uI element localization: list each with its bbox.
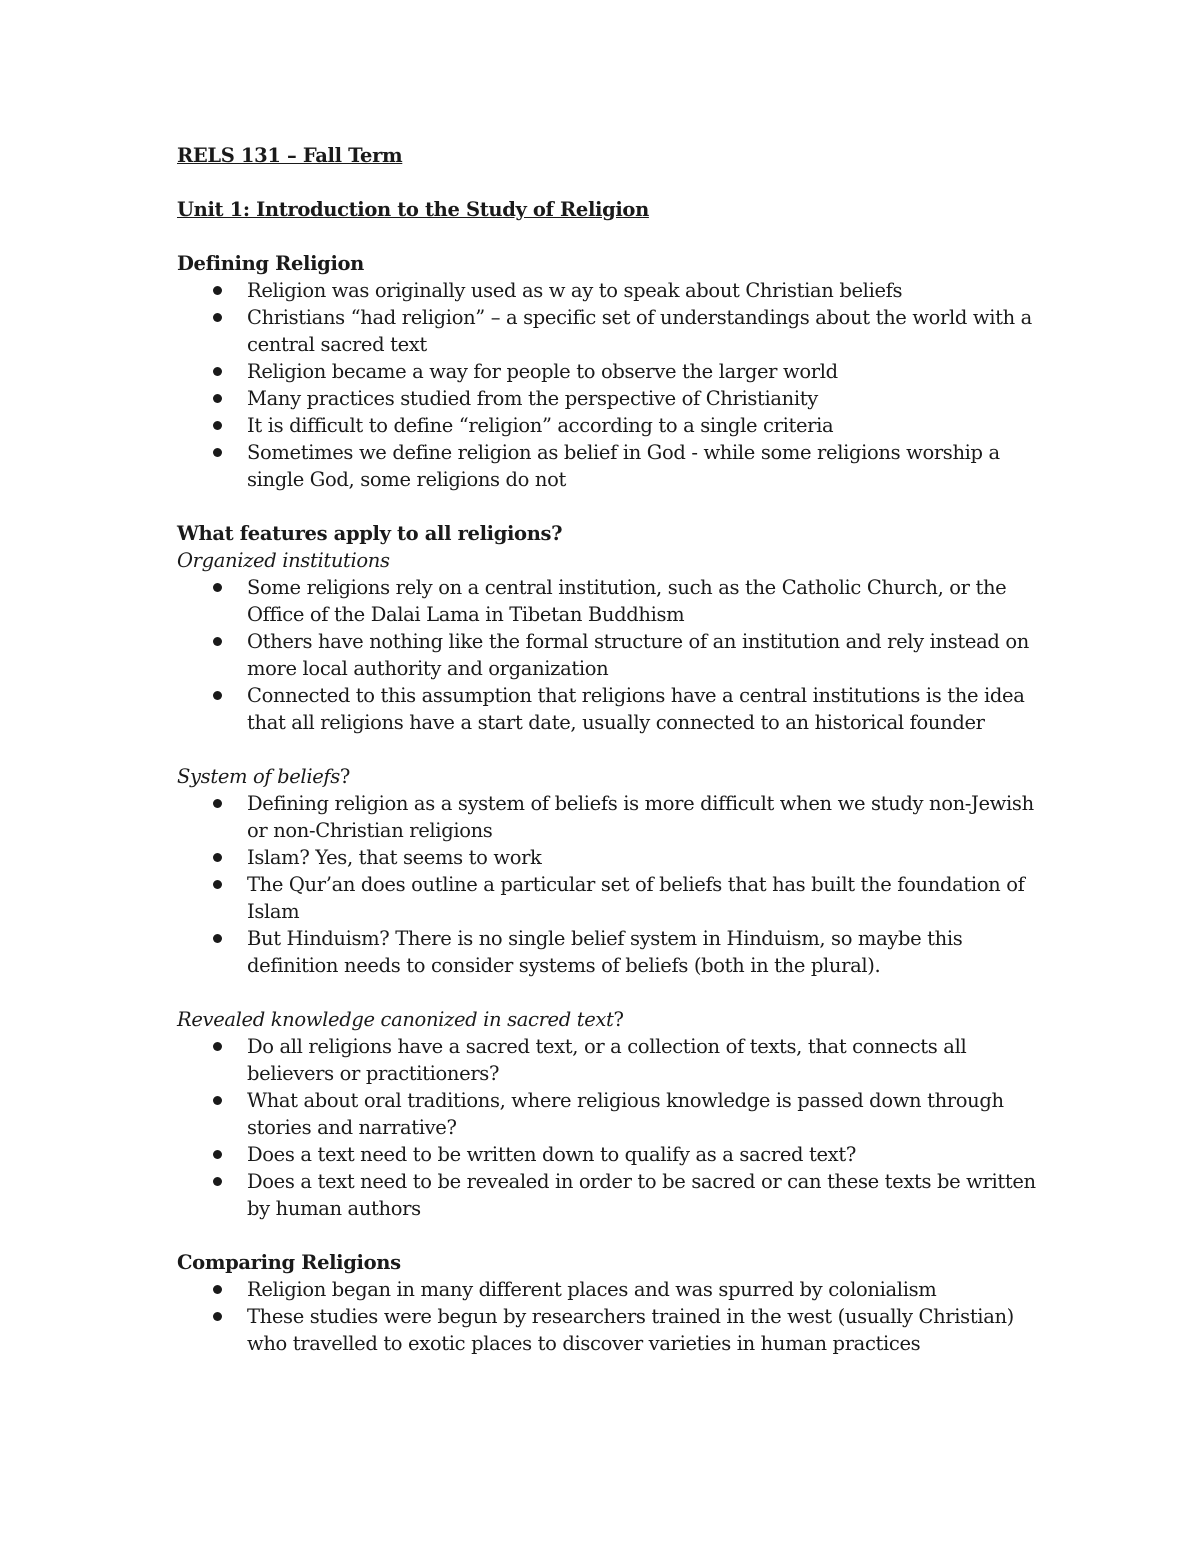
list-item-text: Does a text need to be written down to qualify as a sacred text? [247,1143,856,1166]
subheading-question-mark: ? [613,1008,624,1031]
list-item [177,682,1037,736]
list-item [177,1033,1037,1087]
list-item-text: The Qur’an does outline a particular set of beliefs that has built the foundation of Islam [247,873,1025,923]
list-item-text: Islam? Yes, that seems to work [247,846,542,869]
list-item-text: Others have nothing like the formal structure of an institution and rely instead on more local authority and organization [247,630,1029,680]
list-item [177,1303,1037,1357]
subheading-organized-institutions: Organized institutions [177,549,390,572]
list-item-text: What about oral traditions, where religious knowledge is passed down through stories and narrative? [247,1089,1004,1139]
list-item [177,790,1037,844]
list-item-text: Religion became a way for people to observe the larger world [247,360,838,383]
list-item-text: Connected to this assumption that religions have a central institutions is the idea that all religions have a start date, usually connected to an historical founder [247,684,1025,734]
bullet-icon [213,1312,222,1321]
bullet-icon [213,1042,222,1051]
bullet-icon [213,286,222,295]
list-item-text: Does a text need to be revealed in order to be sacred or can these texts be written by human authors [247,1170,1036,1220]
bullet-icon [213,313,222,322]
list-item [177,358,1037,385]
subheading-question-mark: ? [339,765,351,788]
list-item [177,277,1037,304]
list-item-text: Many practices studied from the perspective of Christianity [247,387,818,410]
bullet-list-defining-religion [177,277,1037,493]
list-item [177,304,1037,358]
bullet-icon [213,1285,222,1294]
subheading-text: Revealed knowledge canonized in sacred text [177,1008,614,1031]
list-item [177,412,1037,439]
section-heading-comparing-religions: Comparing Religions [177,1251,401,1274]
list-item-text: It is difficult to define “religion” according to a single criteria [247,414,834,437]
list-item-text: Religion was originally used as w ay to speak about Christian beliefs [247,279,903,302]
subheading-text: System of beliefs [177,765,340,788]
list-item [177,844,1037,871]
bullet-icon [213,1177,222,1186]
list-item [177,1276,1037,1303]
bullet-icon [213,421,222,430]
section-heading-defining-religion: Defining Religion [177,252,365,275]
bullet-icon [213,367,222,376]
bullet-icon [213,394,222,403]
list-item-text: Some religions rely on a central institution, such as the Catholic Church, or the Office of the Dalai Lama in Tibetan Buddhism [247,576,1007,626]
list-item-text: Religion began in many different places and was spurred by colonialism [247,1278,937,1301]
bullet-icon [213,637,222,646]
list-item [177,628,1037,682]
list-item-text: Sometimes we define religion as belief in God - while some religions worship a single God, some religions do not [247,441,1000,491]
bullet-icon [213,1150,222,1159]
list-item [177,439,1037,493]
bullet-icon [213,448,222,457]
bullet-list-revealed-knowledge [177,1033,1037,1222]
course-title: RELS 131 – Fall Term [177,144,403,167]
list-item [177,1168,1037,1222]
bullet-list-comparing-religions [177,1276,1037,1357]
list-item [177,871,1037,925]
bullet-icon [213,799,222,808]
list-item-text: Defining religion as a system of beliefs is more difficult when we study non-Jewish or non-Christian religions [247,792,1034,842]
subheading-revealed-knowledge [177,1006,1037,1033]
bullet-icon [213,880,222,889]
list-item-text: But Hinduism? There is no single belief system in Hinduism, so maybe this definition needs to consider systems of beliefs (both in the plural). [247,927,963,977]
list-item [177,1141,1037,1168]
bullet-icon [213,853,222,862]
bullet-icon [213,583,222,592]
unit-title: Unit 1: Introduction to the Study of Religion [177,198,649,221]
bullet-icon [213,934,222,943]
list-item [177,1087,1037,1141]
document-body [177,142,1037,1384]
list-item-text: Christians “had religion” – a specific set of understandings about the world with a central sacred text [247,306,1032,356]
list-item [177,925,1037,979]
bullet-list-organized-institutions [177,574,1037,736]
list-item [177,385,1037,412]
list-item-text: These studies were begun by researchers trained in the west (usually Christian) who travelled to exotic places to discover varieties in human practices [247,1305,1014,1355]
list-item-text: Do all religions have a sacred text, or a collection of texts, that connects all believers or practitioners? [247,1035,967,1085]
bullet-icon [213,691,222,700]
bullet-list-system-of-beliefs [177,790,1037,979]
list-item [177,574,1037,628]
section-heading-features: What features apply to all religions? [177,522,563,545]
subheading-system-of-beliefs [177,763,1037,790]
bullet-icon [213,1096,222,1105]
